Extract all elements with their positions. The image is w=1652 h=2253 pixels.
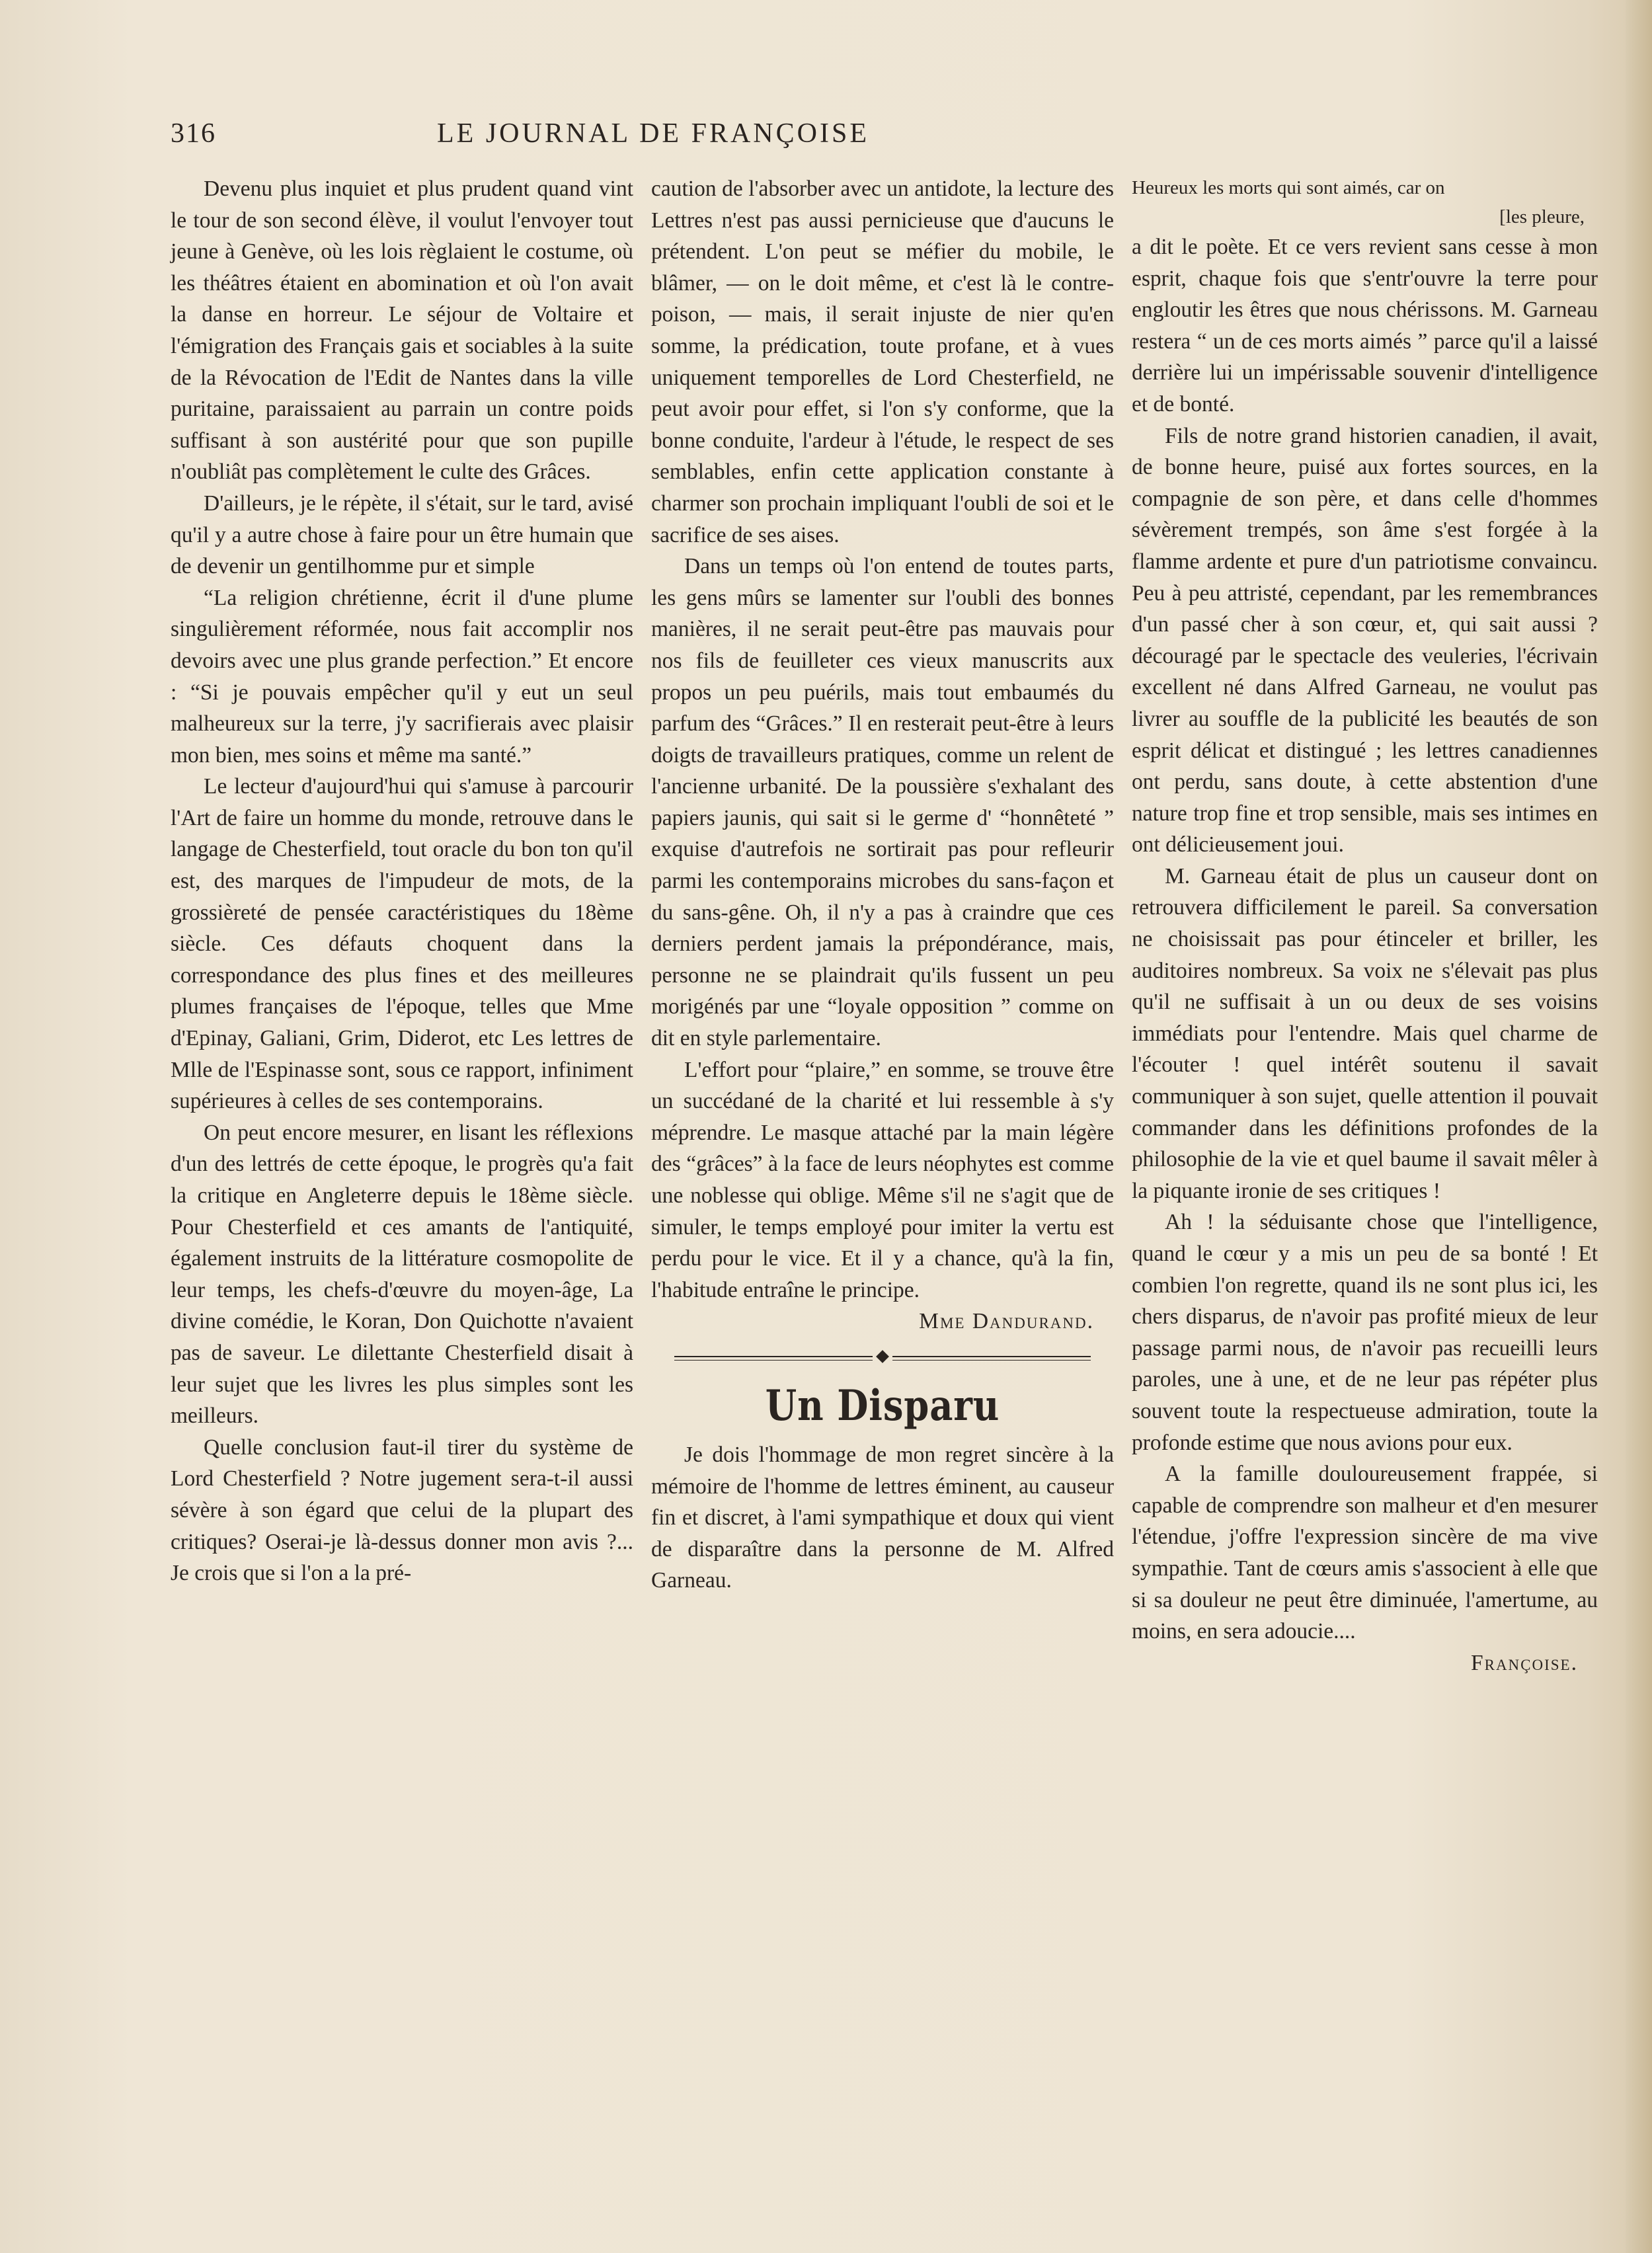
paragraph: D'ailleurs, je le répète, il s'était, sur le tard, avisé qu'il y a autre chose à faire pour un être humain que de devenir un gentilhomme pur et simple bbox=[171, 491, 633, 579]
paragraph: Quelle conclusion faut-il tirer du système de Lord Chesterfield ? Notre jugement sera-t-il aussi sévère à son égard que celui de la plupart des critiques? Oserai-je là-dessus donner mon avis ?... Je crois que si l'on a la pré- bbox=[171, 1435, 633, 1586]
author-signature: Françoise. bbox=[1470, 1650, 1578, 1675]
paragraph: Devenu plus inquiet et plus prudent quand vint le tour de son second élève, il voulut l'envoyer tout jeune à Genève, où les lois règlaient le costume, où les théâtres étaient en abomination et où l'on avait la danse en horreur. Le séjour de Voltaire et l'émigration des Français gais et sociables à la suite de la Révocation de l'Edit de Nantes dans la ville puritaine, paraissaient au parrain un contre poids suffisant à son austérité pour que son pupille n'oubliât pas complètement le culte des Grâces. bbox=[171, 177, 633, 485]
poem-quote-line: [les pleure, bbox=[1499, 206, 1585, 227]
paragraph: a dit le poète. Et ce vers revient sans cesse à mon esprit, chaque fois que s'entr'ouvre la terre pour engloutir les êtres que nous chérissons. M. Garneau restera “ un de ces morts aimés ” parce qu'il a laissé derrière lui un impérissable souvenir d'intelligence et de bonté. bbox=[1132, 235, 1598, 416]
paragraph: A la famille douloureusement frappée, si capable de comprendre son malheur et d'en mesurer l'étendue, j'offre l'expression sincère de ma vive sympathie. Tant de cœurs amis s'associent à elle que si sa douleur ne peut être diminuée, l'amertume, au moins, en sera adoucie.... bbox=[1132, 1462, 1598, 1644]
author-signature: Mme Dandurand. bbox=[919, 1309, 1094, 1334]
column-left bbox=[171, 173, 633, 1589]
section-divider-ornament bbox=[651, 1343, 1114, 1370]
divider-line bbox=[674, 1356, 873, 1357]
divider-diamond bbox=[876, 1350, 889, 1363]
paragraph: Le lecteur d'aujourd'hui qui s'amuse à parcourir l'Art de faire un homme du monde, retrouve dans le langage de Chesterfield, tout oracle du bon ton qu'il est, des marques de l'impudeur de mots, de la grossièreté de pensée caractéristiques du 18ème siècle. Ces défauts choquent dans la correspondance des plus fines et des meilleures plumes françaises de l'époque, telles que Mme d'Epinay, Galiani, Grim, Diderot, etc Les lettres de Mlle de l'Espinasse sont, sous ce rapport, infiniment supérieures à celles de ses contemporains. bbox=[171, 774, 633, 1114]
paragraph: Je dois l'hommage de mon regret sincère à la mémoire de l'homme de lettres éminent, au causeur fin et discret, à l'ami sympathique et doux qui vient de disparaître dans la personne de M. Alfred Garneau. bbox=[651, 1442, 1114, 1593]
page-number: 316 bbox=[171, 118, 216, 149]
paragraph: Fils de notre grand historien canadien, il avait, de bonne heure, puisé aux fortes sources, en la compagnie de son père, et dans celle d'hommes sévèrement trempés, son âme s'est forgée à la flamme ardente et pure d'un patriotisme convaincu. Peu à peu attristé, cependant, par les remembrances d'un passé cher à son cœur, et, qui sait aussi ? découragé par le spectacle des veuleries, l'écrivain excellent né dans Alfred Garneau, ne voulut pas livrer au souffle de la publicité les beautés de son esprit délicat et distingué ; les lettres canadiennes ont perdu, sans doute, à cette abstention d'une nature trop fine et trop sensible, mais ses intimes en ont délicieusement joui. bbox=[1132, 423, 1598, 857]
column-middle bbox=[651, 173, 1114, 1597]
page-spine-edge bbox=[1626, 0, 1652, 2253]
column-right bbox=[1132, 173, 1598, 1679]
page-header bbox=[171, 118, 1146, 157]
paragraph: Dans un temps où l'on entend de toutes parts, les gens mûrs se lamenter sur l'oubli des bonnes manières, il ne serait peut-être pas mauvais pour nos fils de feuilleter ces vieux manuscrits aux propos un peu puérils, mais tout embaumés du parfum des “Grâces.” Il en resterait peut-être à leurs doigts de travailleurs pratiques, comme un relent de l'ancienne urbanité. De la poussière s'exhalant des papiers jaunis, qui sait si le germe d' “honnêteté ” exquise d'autrefois ne sortirait pas pour refleurir parmi les contemporains microbes du sans-façon et du sans-gêne. Oh, il n'y a pas à craindre que ces derniers perdent jamais la prépondérance, mais, personne ne se plaindrait qu'ils fussent un peu morigénés par une “loyale opposition ” comme on dit en style parlementaire. bbox=[651, 554, 1114, 1051]
paragraph: L'effort pour “plaire,” en somme, se trouve être un succédané de la charité et lui ressemble à s'y méprendre. Le masque attaché par la main légère des “grâces” à la face de leurs néophytes est comme une noblesse qui oblige. Même s'il ne s'agit que de simuler, le temps employé pour imiter la vertu est perdu pour le vice. Et il y a chance, qu'à la fin, l'habitude entraîne le principe. bbox=[651, 1057, 1114, 1302]
section-title: Un Disparu bbox=[765, 1380, 1000, 1431]
paragraph: Ah ! la séduisante chose que l'intelligence, quand le cœur y a mis un peu de sa bonté ! Et combien l'on regrette, quand ils ne sont plus ici, les chers disparus, de n'avoir pas profité mieux de leur passage parmi nous, de n'avoir pas recueilli leurs paroles, une à une, et de ne leur pas répéter plus souvent toute la respectueuse admiration, toute la profonde estime que nous avions pour eux. bbox=[1132, 1210, 1598, 1455]
poem-quote-line: Heureux les morts qui sont aimés, car on bbox=[1132, 177, 1445, 198]
journal-title-text: LE JOURNAL DE FRANÇOISE bbox=[437, 118, 869, 149]
paragraph: On peut encore mesurer, en lisant les réflexions d'un des lettrés de cette époque, le progrès qu'a fait la critique en Angleterre depuis le 18ème siècle. Pour Chesterfield et ces amants de l'antiquité, également instruits de la littérature cosmopolite de leur temps, les chefs-d'œuvre du moyen-âge, La divine comédie, le Koran, Don Quichotte n'avaient pas de saveur. Le dilettante Chesterfield disait à leur sujet que les livres les plus simples sont les meilleurs. bbox=[171, 1120, 633, 1429]
paragraph: caution de l'absorber avec un antidote, la lecture des Lettres n'est pas aussi pernicieuse que d'aucuns le prétendent. L'on peut se méfier du mobile, le blâmer, — on le doit même, et c'est là le contre-poison, — mais, il serait injuste de nier qu'en somme, la prédication, toute profane, et à vues uniquement temporelles de Lord Chesterfield, ne peut avoir pour effet, si l'on s'y conforme, que la bonne conduite, l'ardeur à l'étude, le respect de ses semblables, enfin cette application constante à charmer son prochain impliquant l'oubli de soi et le sacrifice de ses aises. bbox=[651, 177, 1114, 547]
paragraph: M. Garneau était de plus un causeur dont on retrouvera difficilement le pareil. Sa conversation ne choisissait pas pour étinceler et briller, les auditoires nombreux. Sa voix ne s'élevait pas plus qu'il ne suffisait à un ou deux de ses voisins immédiats pour l'entendre. Mais quel charme de l'écouter ! quel intérêt soutenu il savait communiquer à son sujet, quelle attention il pouvait commander dans les définitions profondes de la philosophie de la vie et quel baume il savait mêler à la piquante ironie de ses critiques ! bbox=[1132, 863, 1598, 1203]
paragraph: “La religion chrétienne, écrit il d'une plume singulièrement réformée, nous fait accomplir nos devoirs avec une plus grande perfection.” Et encore : “Si je pouvais empêcher qu'il y eut un seul malheureux sur la terre, j'y sacrifierais avec plaisir mon bien, mes soins et même ma santé.” bbox=[171, 585, 633, 768]
divider-line bbox=[892, 1356, 1091, 1357]
